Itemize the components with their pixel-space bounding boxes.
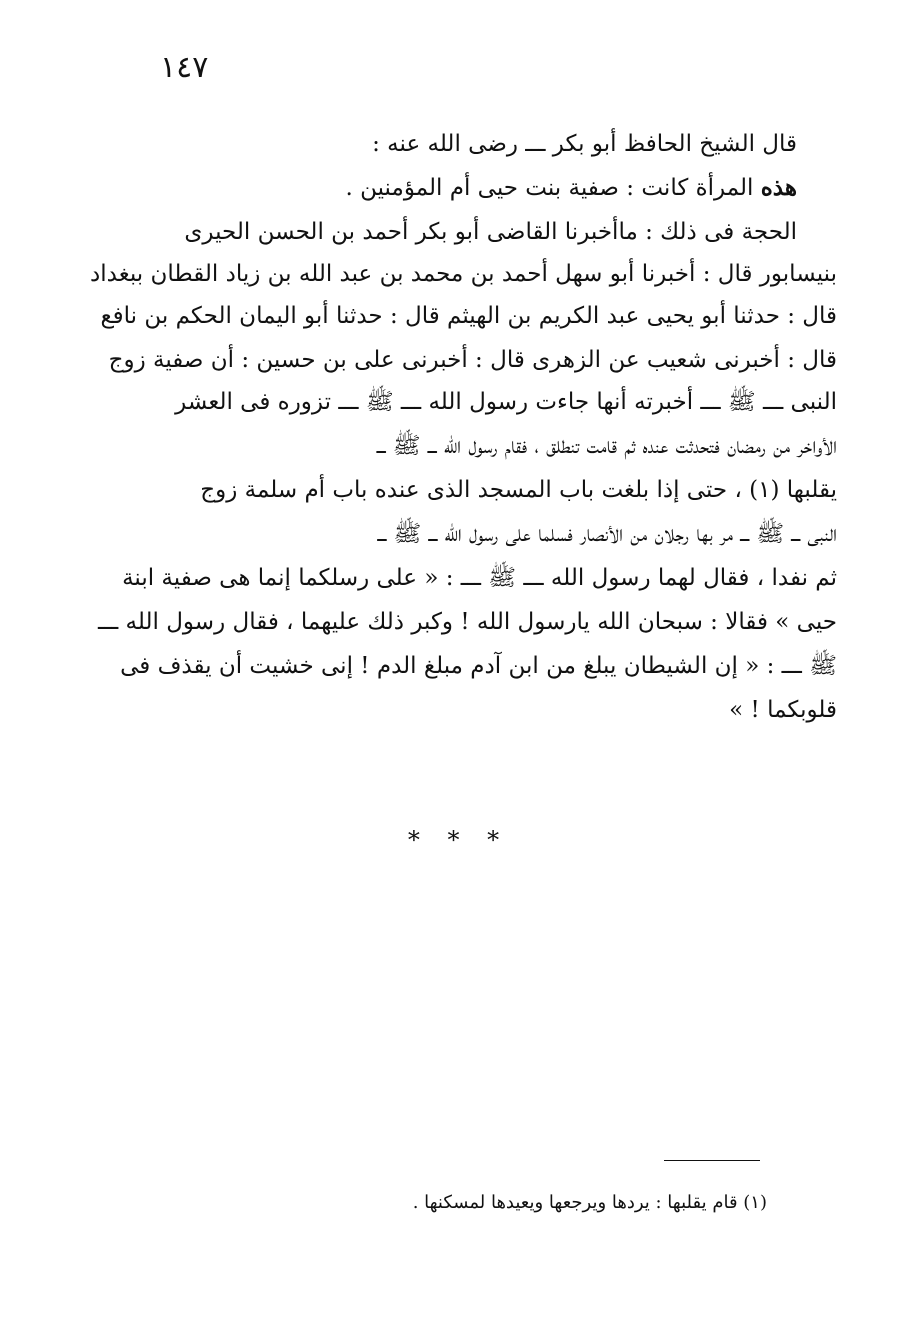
text-line: يقلبها (١) ، حتى إذا بلغت باب المسجد الذى عنده باب أم سلمة زوج: [200, 477, 837, 503]
text-line: بنيسابور قال : أخبرنا أبو سهل أحمد بن محمد بن عبد الله بن زياد القطان ببغداد: [90, 261, 837, 287]
intro-line-2: [345, 170, 797, 206]
text-line: الحجة فى ذلك : ماأخبرنا القاضى أبو بكر أحمد بن الحسن الحيرى: [184, 219, 797, 245]
intro-line-1: قال الشيخ الحافظ أبو بكر ـــ رضى الله عنه :: [372, 131, 797, 157]
section-separator: * * *: [407, 826, 510, 854]
text-line: حيى » فقالا : سبحان الله يارسول الله ! وكبر ذلك عليهما ، فقال رسول الله ـــ: [98, 609, 837, 635]
text-line: النبى ـــ ﷺ ـــ مر بها رجلان من الأنصار فسلما على رسول الله ـــ ﷺ ـــ: [377, 521, 837, 547]
footnote: (١) قام يقلبها : يردها ويرجعها ويعيدها لمسكنها .: [412, 1192, 767, 1213]
text-line: ﷺ ـــ : « إن الشيطان يبلغ من ابن آدم مبلغ الدم ! إنى خشيت أن يقذف فى: [120, 653, 837, 679]
footnote-rule: [664, 1160, 760, 1161]
text-line: ثم نفدا ، فقال لهما رسول الله ـــ ﷺ ـــ : « على رسلكما إنما هى صفية ابنة: [122, 565, 837, 591]
intro-line-2-rest: المرأة كانت : صفية بنت حيى أم المؤمنين .: [345, 175, 761, 201]
text-line: قلوبكما ! »: [729, 697, 837, 723]
text-line: قال : أخبرنى شعيب عن الزهرى قال : أخبرنى على بن حسين : أن صفية زوج: [108, 347, 837, 373]
text-line: الأواخر من رمضان فتحدثت عنده ثم قامت تنطلق ، فقام رسول الله ـــ ﷺ ـــ: [376, 433, 837, 459]
page-number: ١٤٧: [160, 50, 209, 85]
text-line: قال : حدثنا أبو يحيى عبد الكريم بن الهيثم قال : حدثنا أبو اليمان الحكم بن نافع: [100, 303, 837, 329]
intro-line-2-lead: هذه: [760, 174, 797, 201]
text-line: النبى ـــ ﷺ ـــ أخبرته أنها جاءت رسول الله ـــ ﷺ ـــ تزوره فى العشر: [175, 389, 837, 415]
